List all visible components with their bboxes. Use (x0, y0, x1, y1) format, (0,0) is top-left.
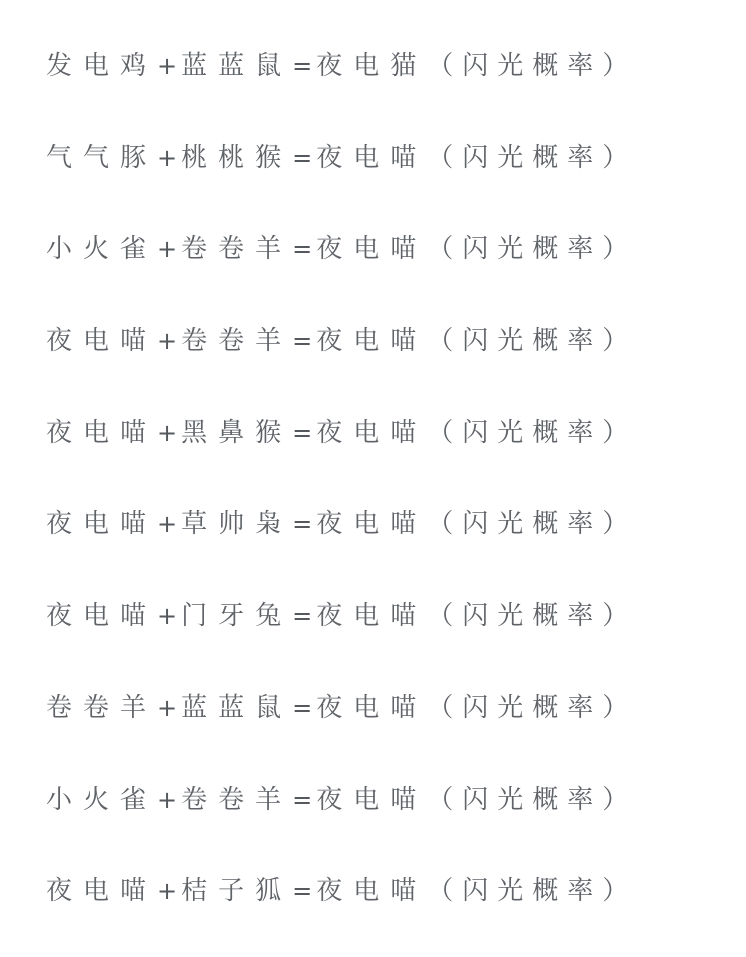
equals-sign: = (292, 602, 317, 631)
formula-line (46, 40, 706, 132)
breeding-formula-list (46, 40, 706, 957)
result: 夜电喵 (316, 876, 428, 907)
formula-line (46, 590, 706, 682)
equals-sign: = (292, 327, 317, 356)
equals-sign: = (292, 143, 317, 172)
plus-sign: + (157, 693, 182, 722)
shiny-note: （闪光概率） (427, 51, 638, 81)
parent-a: 夜电喵 (46, 509, 158, 540)
equals-sign: = (292, 693, 317, 722)
formula-line (46, 498, 706, 590)
result: 夜电猫 (316, 51, 428, 81)
equals-sign: = (292, 418, 317, 447)
formula-line (46, 223, 706, 315)
parent-a: 夜电喵 (46, 417, 158, 448)
parent-a: 卷卷羊 (46, 692, 158, 723)
equals-sign: = (292, 785, 317, 814)
shiny-note: （闪光概率） (427, 876, 638, 907)
parent-b: 卷卷羊 (181, 784, 293, 815)
plus-sign: + (157, 877, 182, 906)
result: 夜电喵 (316, 417, 428, 448)
formula-line (46, 315, 706, 407)
plus-sign: + (157, 143, 182, 172)
result: 夜电喵 (316, 326, 428, 357)
formula-line (46, 132, 706, 224)
shiny-note: （闪光概率） (427, 692, 638, 723)
parent-b: 蓝蓝鼠 (181, 51, 293, 81)
parent-a: 小火雀 (46, 234, 158, 265)
plus-sign: + (157, 52, 182, 80)
result: 夜电喵 (316, 784, 428, 815)
plus-sign: + (157, 235, 182, 264)
shiny-note: （闪光概率） (427, 784, 638, 815)
parent-a: 夜电喵 (46, 876, 158, 907)
plus-sign: + (157, 418, 182, 447)
parent-b: 黑鼻猴 (181, 417, 293, 448)
parent-b: 卷卷羊 (181, 326, 293, 357)
parent-a: 气气豚 (46, 142, 158, 173)
result: 夜电喵 (316, 142, 428, 173)
plus-sign: + (157, 785, 182, 814)
parent-b: 门牙兔 (181, 601, 293, 632)
shiny-note: （闪光概率） (427, 142, 638, 173)
equals-sign: = (292, 510, 317, 539)
formula-line (46, 865, 706, 957)
parent-b: 桔子狐 (181, 876, 293, 907)
parent-b: 蓝蓝鼠 (181, 692, 293, 723)
parent-b: 桃桃猴 (181, 142, 293, 173)
result: 夜电喵 (316, 601, 428, 632)
plus-sign: + (157, 510, 182, 539)
equals-sign: = (292, 877, 317, 906)
shiny-note: （闪光概率） (427, 601, 638, 632)
plus-sign: + (157, 602, 182, 631)
result: 夜电喵 (316, 234, 428, 265)
parent-a: 夜电喵 (46, 601, 158, 632)
parent-b: 草帅枭 (181, 509, 293, 540)
shiny-note: （闪光概率） (427, 326, 638, 357)
plus-sign: + (157, 327, 182, 356)
parent-a: 夜电喵 (46, 326, 158, 357)
shiny-note: （闪光概率） (427, 234, 638, 265)
result: 夜电喵 (316, 692, 428, 723)
formula-line (46, 774, 706, 866)
formula-line (46, 407, 706, 499)
parent-a: 小火雀 (46, 784, 158, 815)
result: 夜电喵 (316, 509, 428, 540)
equals-sign: = (292, 235, 317, 264)
shiny-note: （闪光概率） (427, 509, 638, 540)
parent-a: 发电鸡 (46, 51, 158, 81)
shiny-note: （闪光概率） (427, 417, 638, 448)
formula-line (46, 682, 706, 774)
equals-sign: = (292, 52, 317, 80)
parent-b: 卷卷羊 (181, 234, 293, 265)
